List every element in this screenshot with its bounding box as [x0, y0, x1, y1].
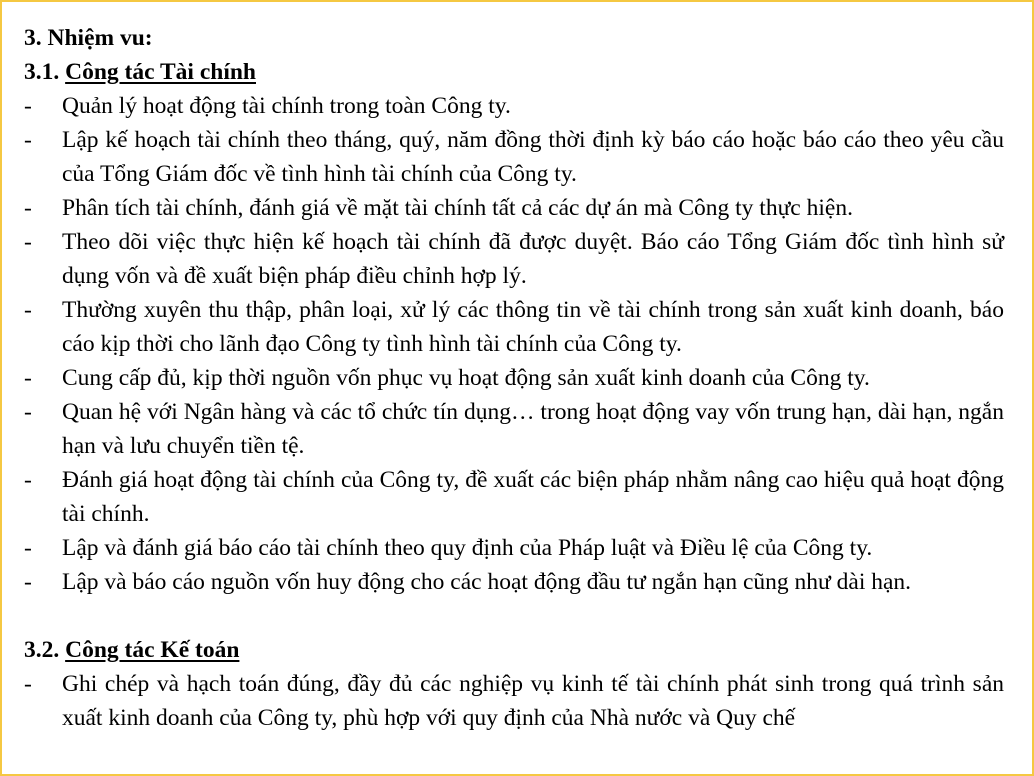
list-item [24, 667, 1004, 735]
document-content [24, 21, 1004, 735]
bullet-dash: - [24, 93, 32, 119]
list-item [24, 89, 1004, 123]
bullet-dash: - [24, 569, 32, 595]
bullet-dash: - [24, 195, 32, 221]
subsection-number: 3.2. [24, 637, 60, 663]
list-item [24, 531, 1004, 565]
bullet-dash: - [24, 671, 32, 697]
bullet-dash: - [24, 467, 32, 493]
list-item-text: Ghi chép và hạch toán đúng, đầy đủ các nghiệp vụ kinh tế tài chính phát sinh trong quá trình sản xuất kinh doanh của Công ty, phù hợp với quy định của Nhà nước và Quy chế [62, 671, 1004, 731]
bullet-dash: - [24, 297, 32, 323]
list-item [24, 191, 1004, 225]
list-item-text: Phân tích tài chính, đánh giá về mặt tài chính tất cả các dự án mà Công ty thực hiện. [62, 195, 853, 221]
bullet-dash: - [24, 127, 32, 153]
list-item [24, 361, 1004, 395]
list-item-text: Cung cấp đủ, kịp thời nguồn vốn phục vụ hoạt động sản xuất kinh doanh của Công ty. [62, 365, 870, 391]
subsection-title: Công tác Tài chính [65, 59, 256, 85]
list-item-text: Quản lý hoạt động tài chính trong toàn Công ty. [62, 93, 511, 119]
subsection-title: Công tác Kế toán [65, 637, 240, 663]
list-item [24, 395, 1004, 463]
subsection-heading-3-2 [24, 633, 1004, 667]
list-item [24, 463, 1004, 531]
list-item-text: Lập kế hoạch tài chính theo tháng, quý, năm đồng thời định kỳ báo cáo hoặc báo cáo theo yêu cầu của Tổng Giám đốc về tình hình tài chính của Công ty. [62, 127, 1004, 187]
list-item-text: Theo dõi việc thực hiện kế hoạch tài chính đã được duyệt. Báo cáo Tổng Giám đốc tình hình sử dụng vốn và đề xuất biện pháp điều chỉnh hợp lý. [62, 229, 1004, 289]
list-item-text: Thường xuyên thu thập, phân loại, xử lý các thông tin về tài chính trong sản xuất kinh doanh, báo cáo kịp thời cho lãnh đạo Công ty tình hình tài chính của Công ty. [62, 297, 1004, 357]
list-item-text: Quan hệ với Ngân hàng và các tổ chức tín dụng… trong hoạt động vay vốn trung hạn, dài hạn, ngắn hạn và lưu chuyển tiền tệ. [62, 399, 1004, 459]
list-item-text: Lập và báo cáo nguồn vốn huy động cho các hoạt động đầu tư ngắn hạn cũng như dài hạn. [62, 569, 912, 595]
list-item-text: Lập và đánh giá báo cáo tài chính theo quy định của Pháp luật và Điều lệ của Công ty. [62, 535, 873, 561]
subsection-heading-3-1 [24, 55, 1004, 89]
list-item [24, 225, 1004, 293]
bullet-dash: - [24, 535, 32, 561]
subsection-number: 3.1. [24, 59, 60, 85]
list-item [24, 293, 1004, 361]
list-item [24, 565, 1004, 599]
bullet-dash: - [24, 365, 32, 391]
bullet-dash: - [24, 399, 32, 425]
list-item [24, 123, 1004, 191]
paragraph-spacer [24, 599, 1004, 633]
section-title: 3. Nhiệm vu: [24, 25, 153, 51]
list-item-text: Đánh giá hoạt động tài chính của Công ty, đề xuất các biện pháp nhằm nâng cao hiệu quả hoạt động tài chính. [62, 467, 1004, 527]
bullet-dash: - [24, 229, 32, 255]
